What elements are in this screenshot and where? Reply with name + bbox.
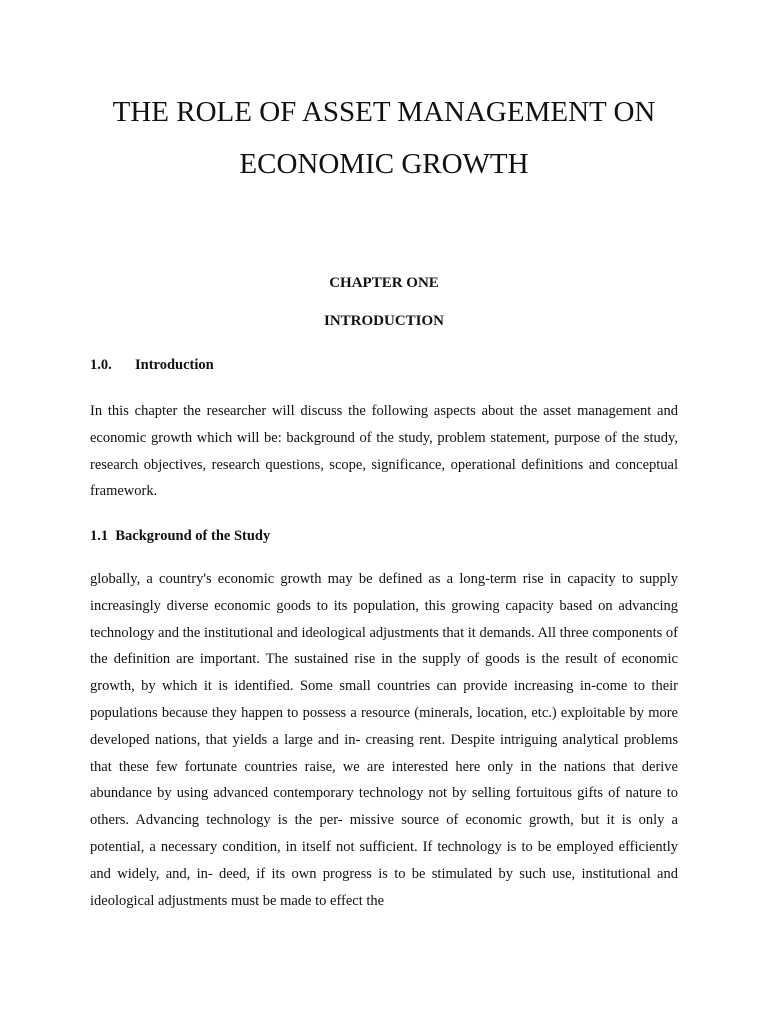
section-number: 1.0.	[90, 357, 112, 373]
chapter-title: INTRODUCTION	[323, 313, 444, 329]
document-title-line-2: ECONOMIC GROWTH	[239, 148, 529, 180]
section-title: Introduction	[135, 357, 214, 373]
document-title-line-1: THE ROLE OF ASSET MANAGEMENT ON	[112, 96, 656, 128]
document-title	[0, 86, 768, 190]
chapter-label: CHAPTER ONE	[329, 275, 439, 291]
background-paragraph: globally, a country's economic growth may be defined as a long-term rise in capacity to supply increasingly diverse economic goods to its population, this growing capacity based on advancing technology and the institutional and ideological adjustments that it demands. All three components of the definition are important. The sustained rise in the supply of goods is the result of economic growth, by which it is identified. Some small countries can provide increasing in-come to their populations because they happen to possess a resource (minerals, location, etc.) exploitable by more developed nations, that yields a large and in- creasing rent. Despite intriguing analytical problems that these few fortunate countries raise, we are interested here only in the nations that derive abundance by using advanced contemporary technology not by selling fortuitous gifts of nature to others. Advancing technology is the per- missive source of economic growth, but it is only a potential, a necessary condition, in itself not sufficient. If technology is to be employed efficiently and widely, and, in- deed, if its own progress is to be stimulated by such use, institutional and ideological adjustments must be made to effect the	[90, 571, 678, 909]
introduction-paragraph: In this chapter the researcher will discuss the following aspects about the asset management and economic growth which will be: background of the study, problem statement, purpose of the study, research objectives, research questions, scope, significance, operational definitions and conceptual framework.	[90, 403, 678, 500]
section-heading-background: 1.1 Background of the Study	[90, 528, 271, 544]
section-heading-introduction	[90, 357, 214, 374]
